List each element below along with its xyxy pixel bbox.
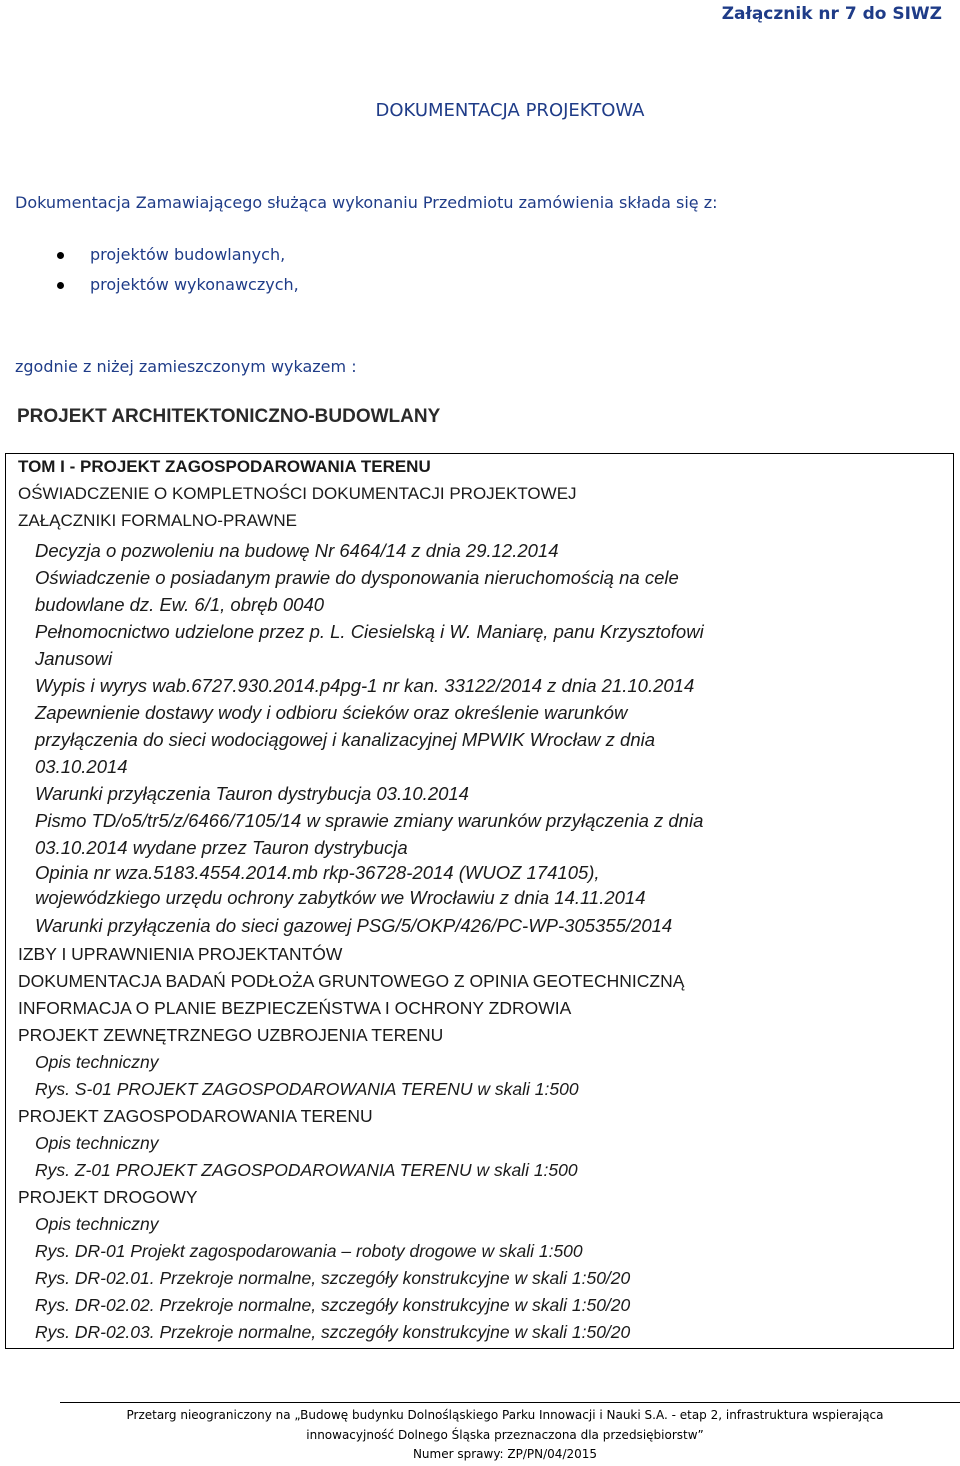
list-item: Rys. S-01 PROJEKT ZAGOSPODAROWANIA TERENU w skali 1:500 [35, 1079, 579, 1099]
list-item: Rys. Z-01 PROJEKT ZAGOSPODAROWANIA TERENU w skali 1:500 [35, 1160, 578, 1180]
list-item: Rys. DR-02.02. Przekroje normalne, szczegóły konstrukcyjne w skali 1:50/20 [35, 1295, 631, 1315]
list-item: Oświadczenie o posiadanym prawie do dysponowania nieruchomością na cele [35, 567, 679, 588]
list-item: PROJEKT ZAGOSPODAROWANIA TERENU [18, 1106, 373, 1126]
list-item: Opinia nr wza.5183.4554.2014.mb rkp-36728-2014 (WUOZ 174105), [35, 862, 600, 883]
list-item: DOKUMENTACJA BADAŃ PODŁOŻA GRUNTOWEGO Z OPINIA GEOTECHNICZNĄ [18, 971, 685, 991]
footer-line-1: Przetarg nieograniczony na „Budowę budynku Dolnośląskiego Parku Innowacji i Nauki S.A. - etap 2, infrastruktura wspierająca [126, 1408, 884, 1422]
list-item: PROJEKT ZEWNĘTRZNEGO UZBROJENIA TERENU [18, 1025, 444, 1045]
list-item: OŚWIADCZENIE O KOMPLETNOŚCI DOKUMENTACJI PROJEKTOWEJ [18, 484, 577, 503]
bullet-icon [57, 252, 64, 259]
list-item: Zapewnienie dostawy wody i odbioru ścieków oraz określenie warunków [35, 702, 628, 723]
footer-case-number: Numer sprawy: ZP/PN/04/2015 [412, 1447, 598, 1461]
list-item: Decyzja o pozwoleniu na budowę Nr 6464/14 z dnia 29.12.2014 [35, 540, 559, 561]
list-item: wojewódzkiego urzędu ochrony zabytków we Wrocławiu z dnia 14.11.2014 [35, 887, 646, 908]
document-title: DOKUMENTACJA PROJEKTOWA [375, 100, 645, 121]
footer-divider [60, 1402, 960, 1403]
list-item: Wypis i wyrys wab.6727.930.2014.p4pg-1 nr kan. 33122/2014 z dnia 21.10.2014 [35, 675, 695, 696]
bullet-text: projektów wykonawczych, [90, 275, 299, 294]
footer-line-2: innowacyjność Dolnego Śląska przeznaczona dla przedsiębiorstw” [306, 1428, 704, 1442]
list-item: TOM I - PROJEKT ZAGOSPODAROWANIA TERENU [18, 457, 431, 476]
list-item: IZBY I UPRAWNIENIA PROJEKTANTÓW [18, 944, 343, 964]
list-item: Rys. DR-01 Projekt zagospodarowania – roboty drogowe w skali 1:500 [35, 1241, 583, 1261]
list-item: Opis techniczny [35, 1133, 159, 1153]
list-item: Rys. DR-02.03. Przekroje normalne, szczegóły konstrukcyjne w skali 1:50/20 [35, 1322, 631, 1342]
bullet-text: projektów budowlanych, [90, 245, 286, 264]
list-item: Opis techniczny [35, 1052, 159, 1072]
list-intro: zgodnie z niżej zamieszczonym wykazem : [15, 357, 357, 376]
annex-label: Załącznik nr 7 do SIWZ [721, 4, 942, 24]
list-item: Pełnomocnictwo udzielone przez p. L. Ciesielską i W. Maniarę, panu Krzysztofowi [35, 621, 704, 642]
list-item: Janusowi [35, 648, 113, 669]
list-item: Opis techniczny [35, 1214, 159, 1234]
bullet-icon [57, 282, 64, 289]
list-item: 03.10.2014 [35, 756, 128, 777]
section-heading: PROJEKT ARCHITEKTONICZNO-BUDOWLANY [17, 406, 441, 427]
list-item: ZAŁĄCZNIKI FORMALNO-PRAWNE [18, 511, 297, 530]
list-item: budowlane dz. Ew. 6/1, obręb 0040 [35, 594, 325, 615]
list-item: PROJEKT DROGOWY [18, 1187, 198, 1207]
list-item: Rys. DR-02.01. Przekroje normalne, szczegóły konstrukcyjne w skali 1:50/20 [35, 1268, 631, 1288]
bullet-item [90, 275, 299, 294]
intro-text: Dokumentacja Zamawiającego służąca wykonaniu Przedmiotu zamówienia składa się z: [15, 193, 718, 212]
bullet-item [90, 245, 285, 264]
list-item: przyłączenia do sieci wodociągowej i kanalizacyjnej MPWIK Wrocław z dnia [35, 729, 656, 750]
list-item: Pismo TD/o5/tr5/z/6466/7105/14 w sprawie zmiany warunków przyłączenia z dnia [35, 810, 704, 831]
list-item: Warunki przyłączenia Tauron dystrybucja 03.10.2014 [35, 783, 469, 804]
list-item: INFORMACJA O PLANIE BEZPIECZEŃSTWA I OCHRONY ZDROWIA [18, 998, 572, 1018]
list-item: 03.10.2014 wydane przez Tauron dystrybucja [35, 837, 408, 858]
list-item: Warunki przyłączenia do sieci gazowej PSG/5/OKP/426/PC-WP-305355/2014 [35, 915, 673, 936]
